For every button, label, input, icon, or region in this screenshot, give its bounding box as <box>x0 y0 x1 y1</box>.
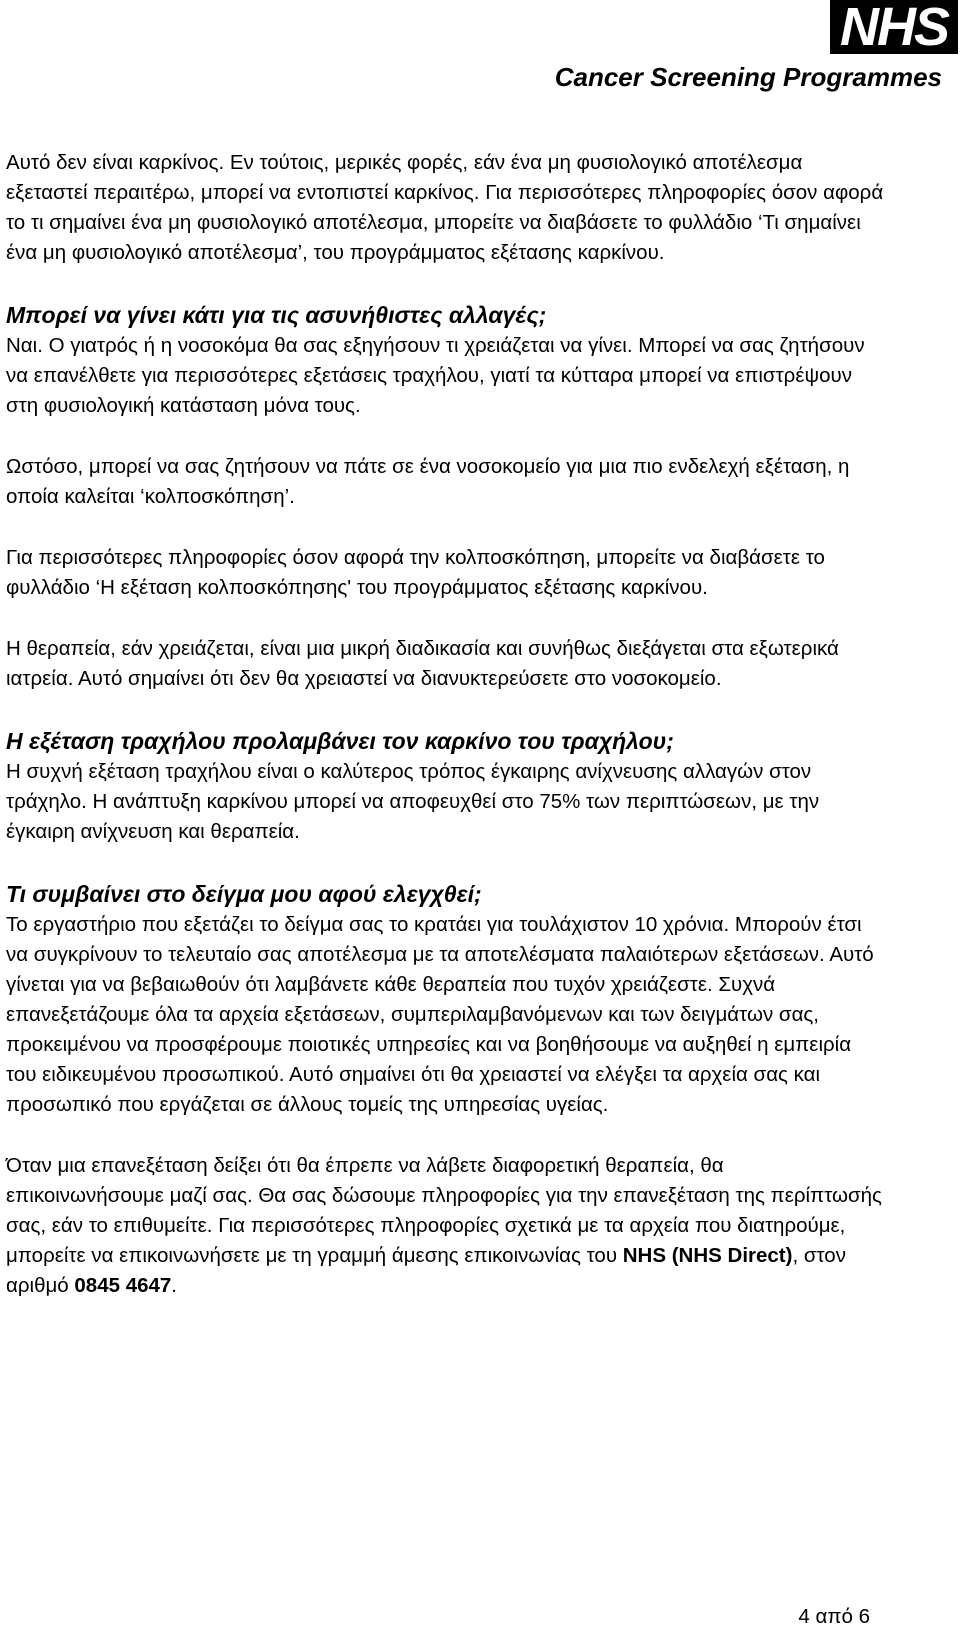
phone-number: 0845 4647 <box>74 1274 172 1297</box>
paragraph: Ναι. Ο γιατρός ή η νοσοκόμα θα σας εξηγήσουν τι χρειάζεται να γίνει. Μπορεί να σας ζητήσουν να επανέλθετε για περισσότερες εξετάσεις τραχήλου, γιατί τα κύτταρα μπορεί να επιστρέψουν στη φυσιολογική κατάσταση μόνα τους. <box>6 334 865 417</box>
contact-text-mid: , στον αριθμό <box>6 1244 846 1297</box>
paragraph: Για περισσότερες πληροφορίες όσον αφορά την κολποσκόπηση, μπορείτε να διαβάσετε το φυλλάδιο ‘Η εξέταση κολποσκόπησης' του προγράμματος εξέτασης καρκίνου. <box>6 546 825 599</box>
paragraph: Η θεραπεία, εάν χρειάζεται, είναι μια μικρή διαδικασία και συνήθως διεξάγεται στα εξωτερικά ιατρεία. Αυτό σημαίνει ότι δεν θα χρειαστεί να διανυκτερεύσετε στο νοσοκομείο. <box>6 637 839 690</box>
contact-paragraph <box>6 1151 886 1301</box>
page-number: 4 από 6 <box>798 1605 870 1628</box>
paragraph: Το εργαστήριο που εξετάζει το δείγμα σας το κρατάει για τουλάχιστον 10 χρόνια. Μπορούν έτσι να συγκρίνουν το τελευταίο σας αποτέλεσμα με τα αποτελέσματα παλαιότερων εξετάσεων. Αυτό γίνεται για να βεβαιωθούν ότι λαμβάνετε κάθε θεραπεία που τυχόν χρειάζεστε. Συχνά επανεξετάζουμε όλα τα αρχεία εξετάσεων, συμπεριλαμβανόμενων και των δειγμάτων σας, προκειμένου να προσφέρουμε ποιοτικές υπηρεσίες και να βοηθήσουμε να αυξηθεί η εμπειρία του ειδικευμένου προσωπικού. Αυτό σημαίνει ότι θα χρειαστεί να ελέγξει τα αρχεία σας και προσωπικό που εργάζεται σε άλλους τομείς της υπηρεσίας υγείας. <box>6 913 874 1116</box>
document-body <box>6 148 886 1332</box>
intro-paragraph: Αυτό δεν είναι καρκίνος. Εν τούτοις, μερικές φορές, εάν ένα μη φυσιολογικό αποτέλεσμα εξεταστεί περαιτέρω, μπορεί να εντοπιστεί καρκίνος. Για περισσότερες πληροφορίες όσον αφορά το τι σημαίνει ένα μη φυσιολογικό αποτέλεσμα, μπορείτε να διαβάσετε το φυλλάδιο ‘Τι σημαίνει ένα μη φυσιολογικό αποτέλεσμα’, του προγράμματος εξέτασης καρκίνου. <box>6 151 884 264</box>
paragraph: Η συχνή εξέταση τραχήλου είναι ο καλύτερος τρόπος έγκαιρης ανίχνευσης αλλαγών στον τράχηλο. Η ανάπτυξη καρκίνου μπορεί να αποφευχθεί στο 75% των περιπτώσεων, με την έγκαιρη ανίχνευση και θεραπεία. <box>6 760 820 843</box>
contact-text-end: . <box>171 1274 177 1297</box>
contact-text: Όταν μια επανεξέταση δείξει ότι θα έπρεπε να λάβετε διαφορετική θεραπεία, θα επικοινωνήσουμε μαζί σας. Θα σας δώσουμε πληροφορίες για την επανεξέταση της περίπτωσής σας, εάν το επιθυμείτε. Για περισσότερες πληροφορίες σχετικά με τα αρχεία που διατηρούμε, μπορείτε να επικοινωνήσετε με τη γραμμή άμεσης επικοινωνίας του <box>6 1154 882 1267</box>
paragraph: Ωστόσο, μπορεί να σας ζητήσουν να πάτε σε ένα νοσοκομείο για μια πιο ενδελεχή εξέταση, η οποία καλείται ‘κολποσκόπηση’. <box>6 455 850 508</box>
nhs-direct-name: NHS (NHS Direct) <box>622 1244 793 1267</box>
nhs-logo: NHS <box>830 0 958 54</box>
section-heading-unusual-changes: Μπορεί να γίνει κάτι για τις ασυνήθιστες αλλαγές; <box>6 302 547 328</box>
programme-title: Cancer Screening Programmes <box>554 62 942 92</box>
section-heading-prevention: Η εξέταση τραχήλου προλαμβάνει τον καρκίνο του τραχήλου; <box>6 728 674 754</box>
section-heading-sample: Τι συμβαίνει στο δείγμα μου αφού ελεγχθεί; <box>6 881 482 907</box>
